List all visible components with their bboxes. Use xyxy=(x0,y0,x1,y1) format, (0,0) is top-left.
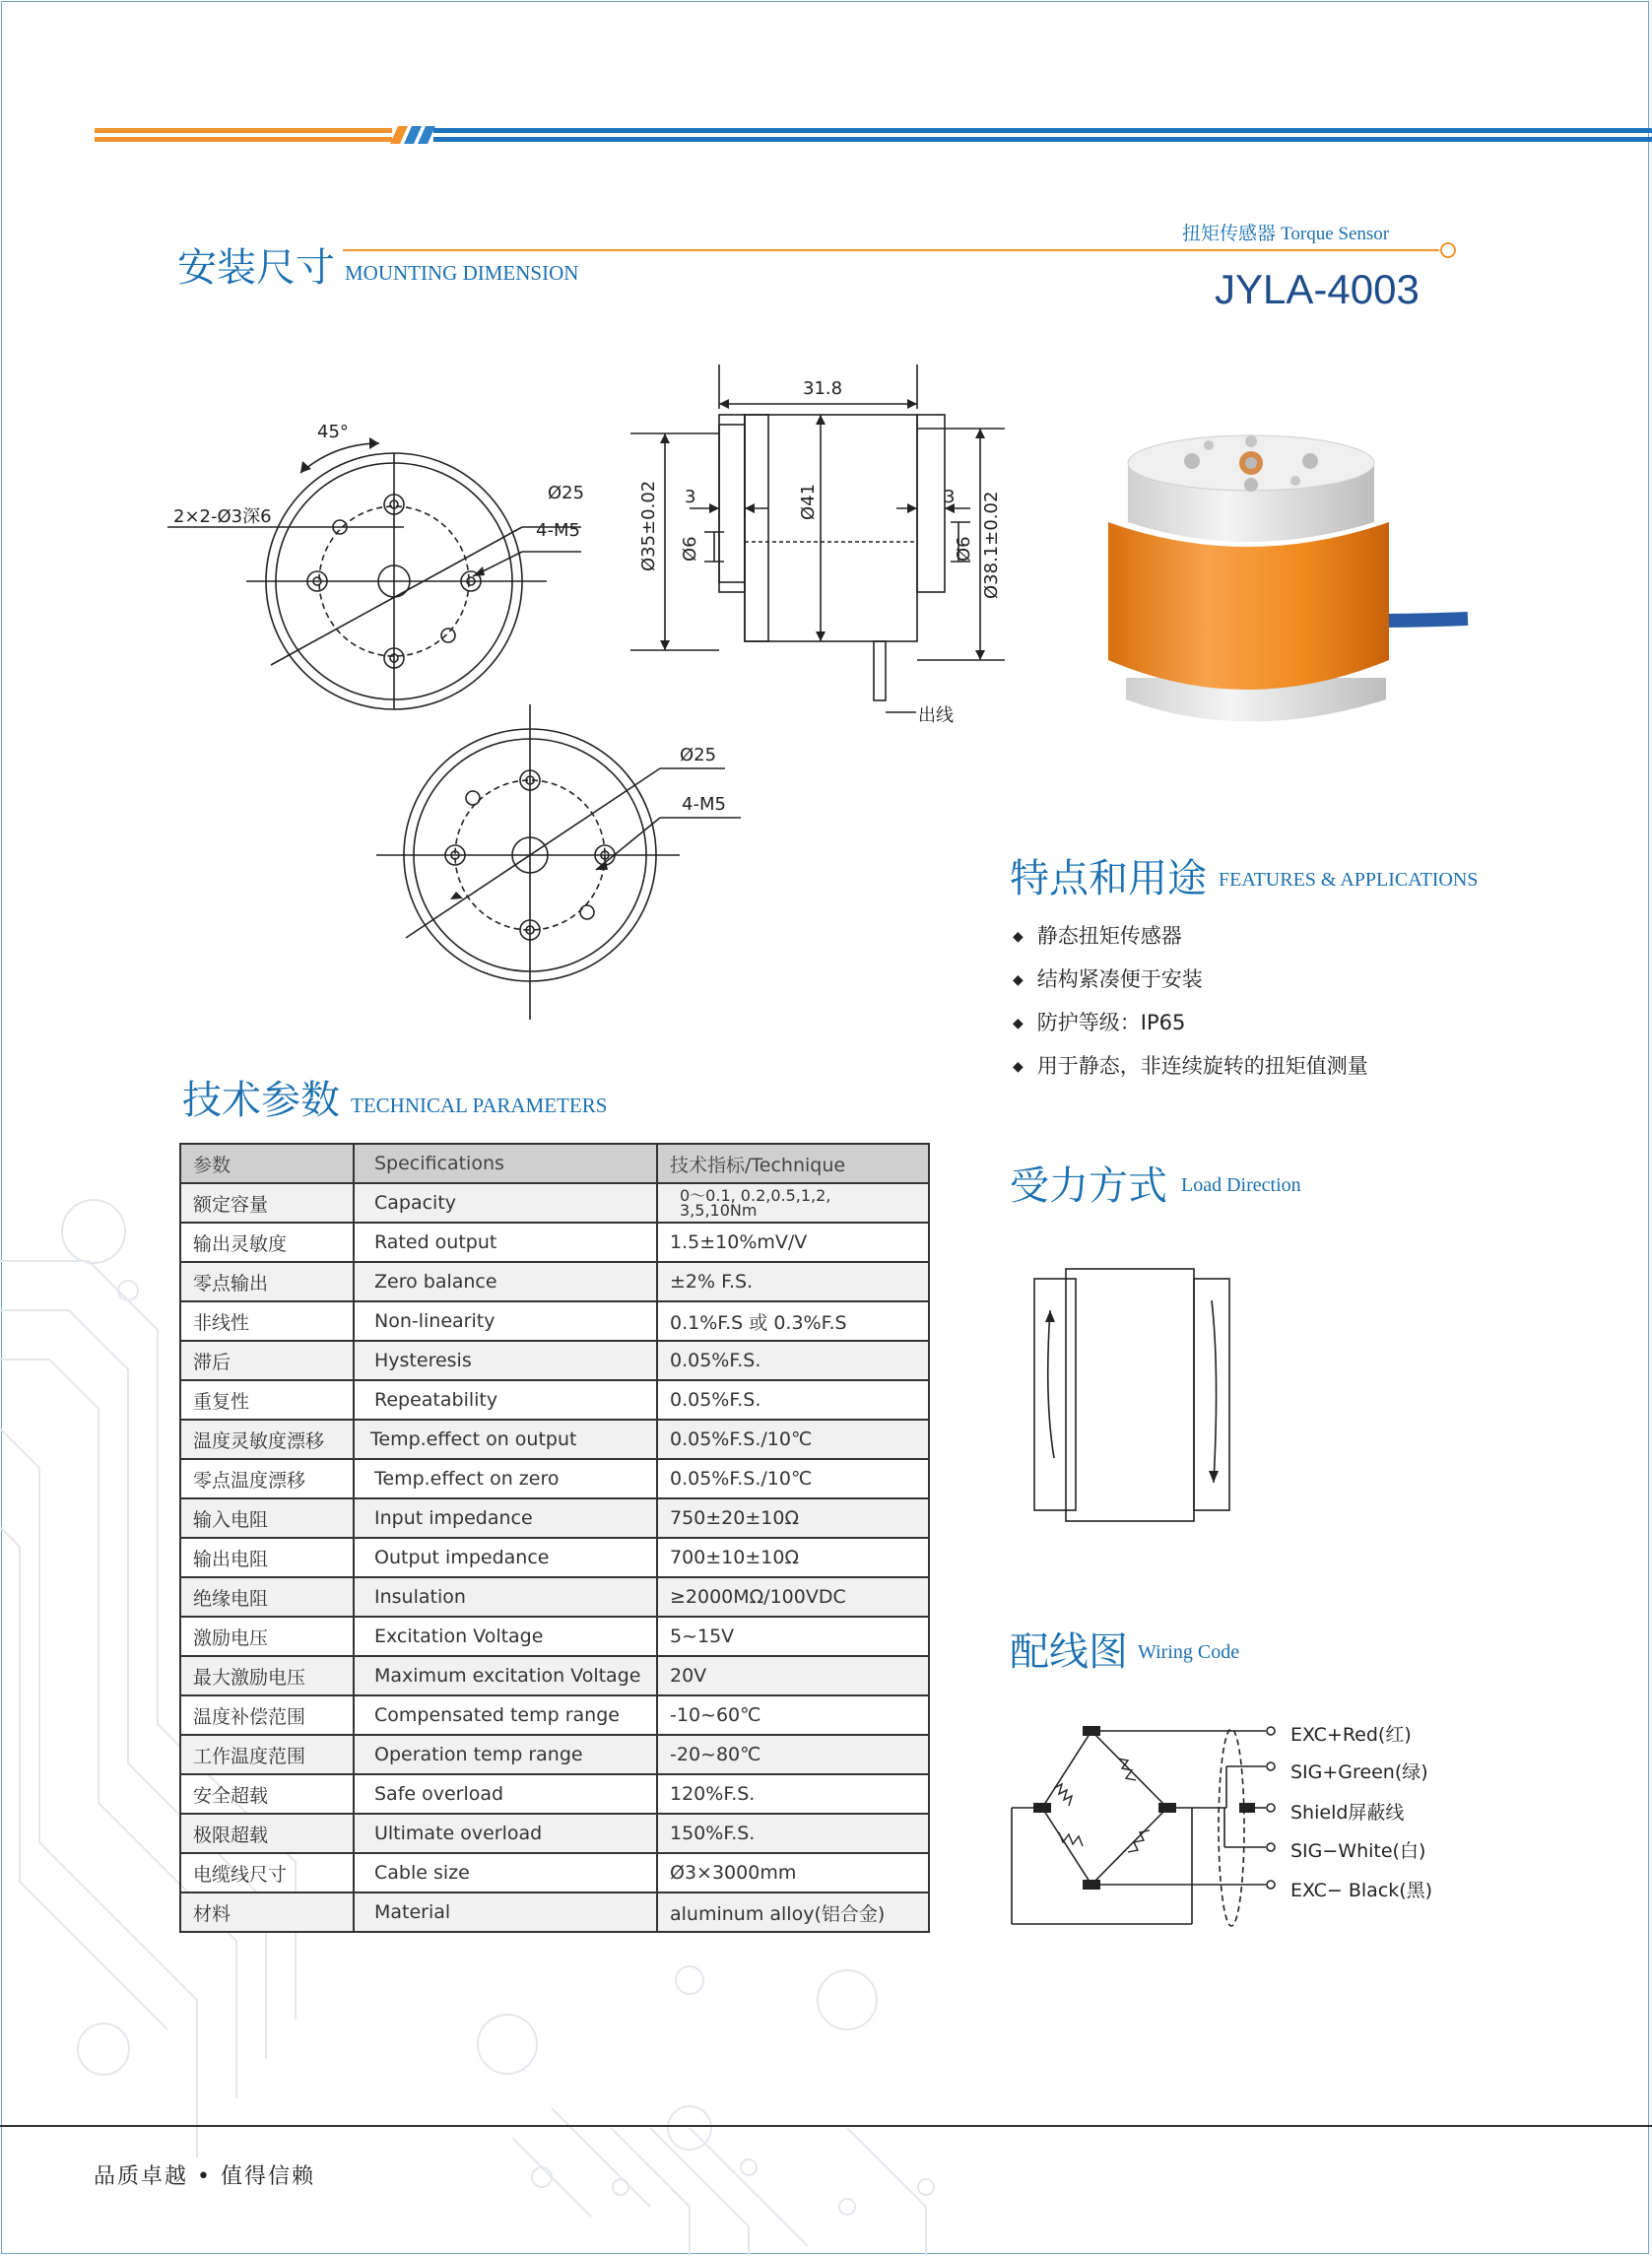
param-value-cell: 1.5±10%mV/V xyxy=(657,1223,929,1262)
header-cell: 参数 xyxy=(180,1144,354,1183)
header-cell: 技术指标/Technique xyxy=(657,1144,929,1183)
param-cn-cell: 输入电阻 xyxy=(180,1498,354,1538)
category-cn: 扭矩传感器 xyxy=(1182,224,1277,244)
table-row xyxy=(180,1892,929,1932)
param-value-cell: ≥2000MΩ/100VDC xyxy=(657,1577,929,1617)
param-en-cell: Operation temp range xyxy=(354,1735,657,1774)
technical-parameters-table xyxy=(179,1143,930,1933)
table-row xyxy=(180,1301,929,1341)
feature-item: ◆ 用于静态，非连续旋转的扭矩值测量 xyxy=(1013,1044,1368,1088)
param-value-cell: 0～0.1, 0.2,0.5,1,2, 3,5,10Nm xyxy=(657,1183,929,1223)
mounting-title-en: MOUNTING DIMENSION xyxy=(345,261,579,285)
wire-label-exc-plus: EXC+Red(红) xyxy=(1290,1724,1412,1746)
table-row xyxy=(180,1695,929,1735)
param-cn-cell: 工作温度范围 xyxy=(180,1735,354,1774)
feature-item: ◆ 静态扭矩传感器 xyxy=(1013,914,1368,958)
feature-item: ◆ 结构紧凑便于安装 xyxy=(1013,958,1368,1001)
param-cn-cell: 材料 xyxy=(180,1892,354,1932)
table-row xyxy=(180,1617,929,1656)
table-row xyxy=(180,1380,929,1420)
param-value-cell: 0.05%F.S. xyxy=(657,1380,929,1420)
wire-label-exc-minus: EXC− Black(黑) xyxy=(1290,1880,1433,1901)
m5-top-label: 4-M5 xyxy=(536,520,580,541)
param-en-cell: Ultimate overload xyxy=(354,1814,657,1853)
technical-title-en: TECHNICAL PARAMETERS xyxy=(351,1094,608,1117)
param-cn-cell: 重复性 xyxy=(180,1380,354,1420)
param-value-cell: Ø3×3000mm xyxy=(657,1853,929,1892)
param-value-cell: 5~15V xyxy=(657,1617,929,1656)
table-row xyxy=(180,1420,929,1459)
d6-left-label: Ø6 xyxy=(680,536,700,562)
category-label xyxy=(1182,219,1389,245)
param-en-cell: Insulation xyxy=(354,1577,657,1617)
param-cn-cell: 输出灵敏度 xyxy=(180,1223,354,1262)
wire-label-sig-minus: SIG−White(白) xyxy=(1290,1840,1426,1862)
header-stripes xyxy=(95,126,1652,146)
param-cn-cell: 激励电压 xyxy=(180,1617,354,1656)
table-row xyxy=(180,1223,929,1262)
wiring-title-cn: 配线图 xyxy=(1010,1629,1128,1675)
table-row xyxy=(180,1262,929,1301)
param-en-cell: Non-linearity xyxy=(354,1301,657,1341)
table-header-row xyxy=(180,1144,929,1183)
param-value-cell: -10~60℃ xyxy=(657,1695,929,1735)
param-en-cell: Temp.effect on zero xyxy=(354,1459,657,1498)
param-en-cell: Compensated temp range xyxy=(354,1695,657,1735)
wiring-diagram xyxy=(1000,1685,1295,1931)
feature-item: ◆ 防护等级：IP65 xyxy=(1013,1001,1368,1044)
m5-bottom-label: 4-M5 xyxy=(682,794,726,815)
d38-label: Ø38.1±0.02 xyxy=(981,491,1002,599)
param-value-cell: 0.05%F.S./10℃ xyxy=(657,1420,929,1459)
param-value-cell: 20V xyxy=(657,1656,929,1695)
table-row xyxy=(180,1853,929,1892)
technical-title-cn: 技术参数 xyxy=(182,1078,340,1123)
param-cn-cell: 电缆线尺寸 xyxy=(180,1853,354,1892)
param-cn-cell: 绝缘电阻 xyxy=(180,1577,354,1617)
footer-circuit-art xyxy=(59,2128,1044,2256)
table-row xyxy=(180,1656,929,1695)
wire-label-shield: Shield屏蔽线 xyxy=(1290,1802,1405,1824)
param-cn-cell: 极限超载 xyxy=(180,1814,354,1853)
param-cn-cell: 温度补偿范围 xyxy=(180,1695,354,1735)
table-row xyxy=(180,1538,929,1577)
param-en-cell: Excitation Voltage xyxy=(354,1617,657,1656)
param-en-cell: Capacity xyxy=(354,1183,657,1223)
param-value-cell: ±2% F.S. xyxy=(657,1262,929,1301)
table-row xyxy=(180,1774,929,1814)
param-en-cell: Safe overload xyxy=(354,1774,657,1814)
param-en-cell: Repeatability xyxy=(354,1380,657,1420)
table-row xyxy=(180,1459,929,1498)
param-value-cell: 750±20±10Ω xyxy=(657,1498,929,1538)
features-title-cn: 特点和用途 xyxy=(1010,856,1207,901)
front-view-drawing xyxy=(167,414,581,739)
param-en-cell: Zero balance xyxy=(354,1262,657,1301)
param-value-cell: aluminum alloy(铝合金) xyxy=(657,1892,929,1932)
param-value-cell: 0.05%F.S./10℃ xyxy=(657,1459,929,1498)
header-cell: Specifications xyxy=(354,1144,657,1183)
param-cn-cell: 最大激励电压 xyxy=(180,1656,354,1695)
outlet-label: 出线 xyxy=(918,705,954,726)
param-cn-cell: 额定容量 xyxy=(180,1183,354,1223)
d35-label: Ø35±0.02 xyxy=(638,480,659,571)
category-en: Torque Sensor xyxy=(1281,224,1390,244)
product-photo xyxy=(1098,433,1473,749)
d6-right-label: Ø6 xyxy=(954,536,974,562)
param-en-cell: Maximum excitation Voltage xyxy=(354,1656,657,1695)
load-title-en: Load Direction xyxy=(1181,1174,1301,1196)
table-row xyxy=(180,1341,929,1380)
footer-divider xyxy=(0,2125,1652,2127)
param-cn-cell: 滞后 xyxy=(180,1341,354,1380)
features-list xyxy=(1013,914,1368,1088)
param-value-cell: 0.1%F.S 或 0.3%F.S xyxy=(657,1301,929,1341)
param-value-cell: 120%F.S. xyxy=(657,1774,929,1814)
table-row xyxy=(180,1577,929,1617)
load-direction-diagram xyxy=(1024,1261,1241,1527)
param-value-cell: -20~80℃ xyxy=(657,1735,929,1774)
angle-label: 45° xyxy=(317,422,349,442)
param-en-cell: Cable size xyxy=(354,1853,657,1892)
table-row xyxy=(180,1814,929,1853)
param-en-cell: Temp.effect on output xyxy=(354,1420,657,1459)
load-title-cn: 受力方式 xyxy=(1010,1163,1167,1209)
three-right-label: 3 xyxy=(944,487,956,507)
wire-label-sig-plus: SIG+Green(绿) xyxy=(1290,1761,1428,1783)
param-cn-cell: 温度灵敏度漂移 xyxy=(180,1420,354,1459)
param-value-cell: 0.05%F.S. xyxy=(657,1341,929,1380)
model-number: JYLA-4003 xyxy=(1215,266,1420,312)
three-left-label: 3 xyxy=(685,487,696,507)
table-row xyxy=(180,1183,929,1223)
param-en-cell: Rated output xyxy=(354,1223,657,1262)
wiring-title-en: Wiring Code xyxy=(1138,1641,1240,1663)
width-label: 31.8 xyxy=(803,378,843,399)
holes-label: 2×2-Ø3深6 xyxy=(173,506,272,527)
table-row xyxy=(180,1498,929,1538)
param-cn-cell: 非线性 xyxy=(180,1301,354,1341)
mounting-title-cn: 安装尺寸 xyxy=(177,245,335,291)
d25-top-label: Ø25 xyxy=(548,483,585,503)
footer-slogan: 品质卓越 • 值得信赖 xyxy=(94,2164,315,2189)
param-en-cell: Input impedance xyxy=(354,1498,657,1538)
param-en-cell: Material xyxy=(354,1892,657,1932)
param-value-cell: 700±10±10Ω xyxy=(657,1538,929,1577)
param-cn-cell: 输出电阻 xyxy=(180,1538,354,1577)
param-en-cell: Output impedance xyxy=(354,1538,657,1577)
d25-bottom-label: Ø25 xyxy=(680,745,717,765)
param-cn-cell: 安全超载 xyxy=(180,1774,354,1814)
param-value-cell: 150%F.S. xyxy=(657,1814,929,1853)
d41-label: Ø41 xyxy=(798,483,819,520)
features-title-en: FEATURES & APPLICATIONS xyxy=(1219,869,1479,891)
param-cn-cell: 零点输出 xyxy=(180,1262,354,1301)
table-row xyxy=(180,1735,929,1774)
param-cn-cell: 零点温度漂移 xyxy=(180,1459,354,1498)
param-en-cell: Hysteresis xyxy=(354,1341,657,1380)
